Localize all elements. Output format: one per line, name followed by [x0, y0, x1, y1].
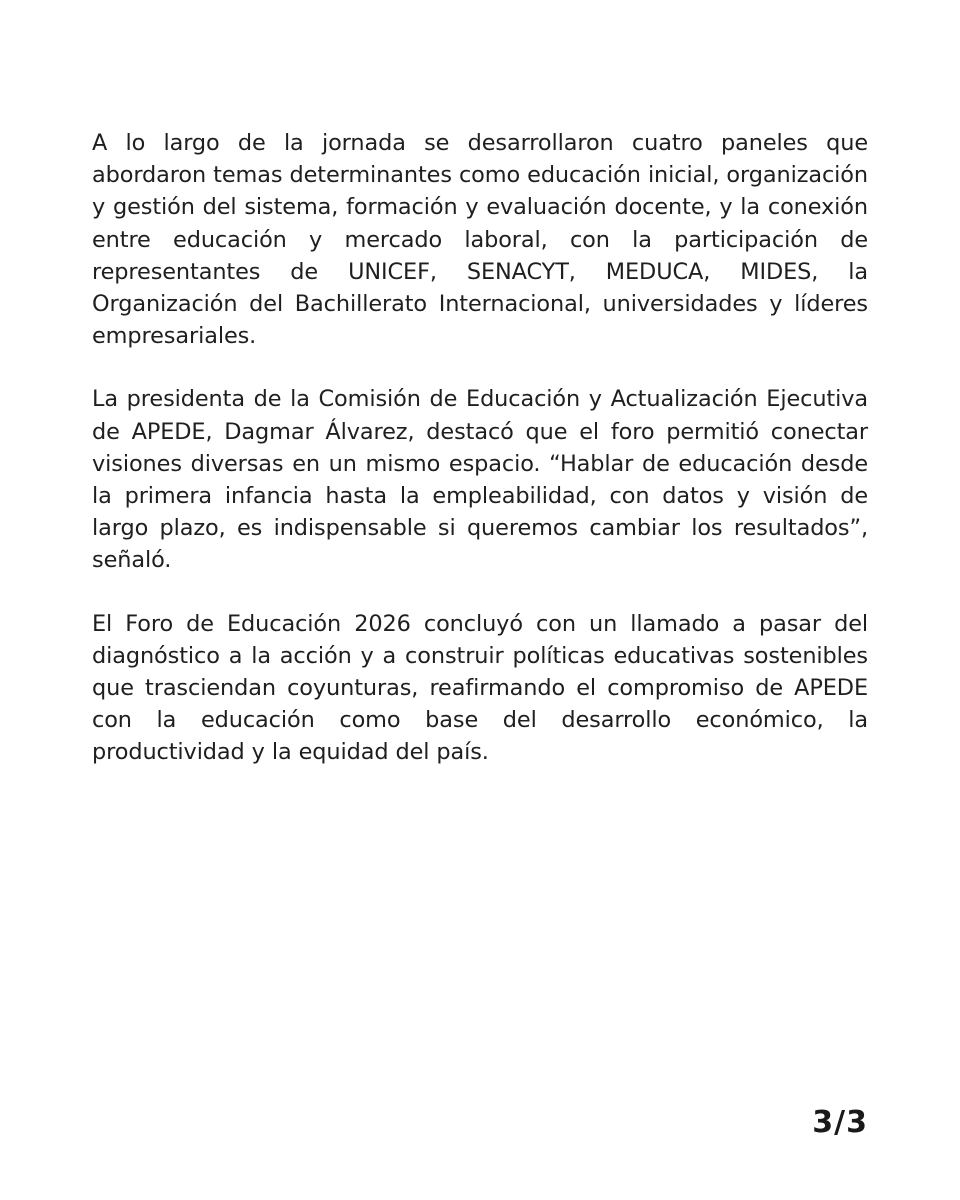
paragraph-conclusion: El Foro de Educación 2026 concluyó con un llamado a pasar del diagnóstico a la acción y a construir políticas educativas sostenibles que trasciendan coyunturas, reafirmando el compromiso de APEDE con la educación como base del desarrollo económico, la productividad y la equidad del país.	[92, 610, 868, 766]
paragraph-panels: A lo largo de la jornada se desarrollaron cuatro paneles que abordaron temas determinantes como educación inicial, organización y gestión del sistema, formación y evaluación docente, y la conexión entre educación y mercado laboral, con la participación de representantes de UNICEF, SENACYT, MEDUCA, MIDES, la Organización del Bachillerato Internacional, universidades y líderes empresariales.	[92, 130, 868, 350]
paragraph-quote: La presidenta de la Comisión de Educación y Actualización Ejecutiva de APEDE, Dagmar Álvarez, destacó que el foro permitió conectar visiones diversas en un mismo espacio. “Hablar de educación desde la primera infancia hasta la empleabilidad, con datos y visión de largo plazo, es indispensable si queremos cambiar los resultados”, señaló.	[92, 386, 868, 574]
page-indicator: 3/3	[812, 1105, 868, 1140]
article-body	[92, 127, 868, 800]
